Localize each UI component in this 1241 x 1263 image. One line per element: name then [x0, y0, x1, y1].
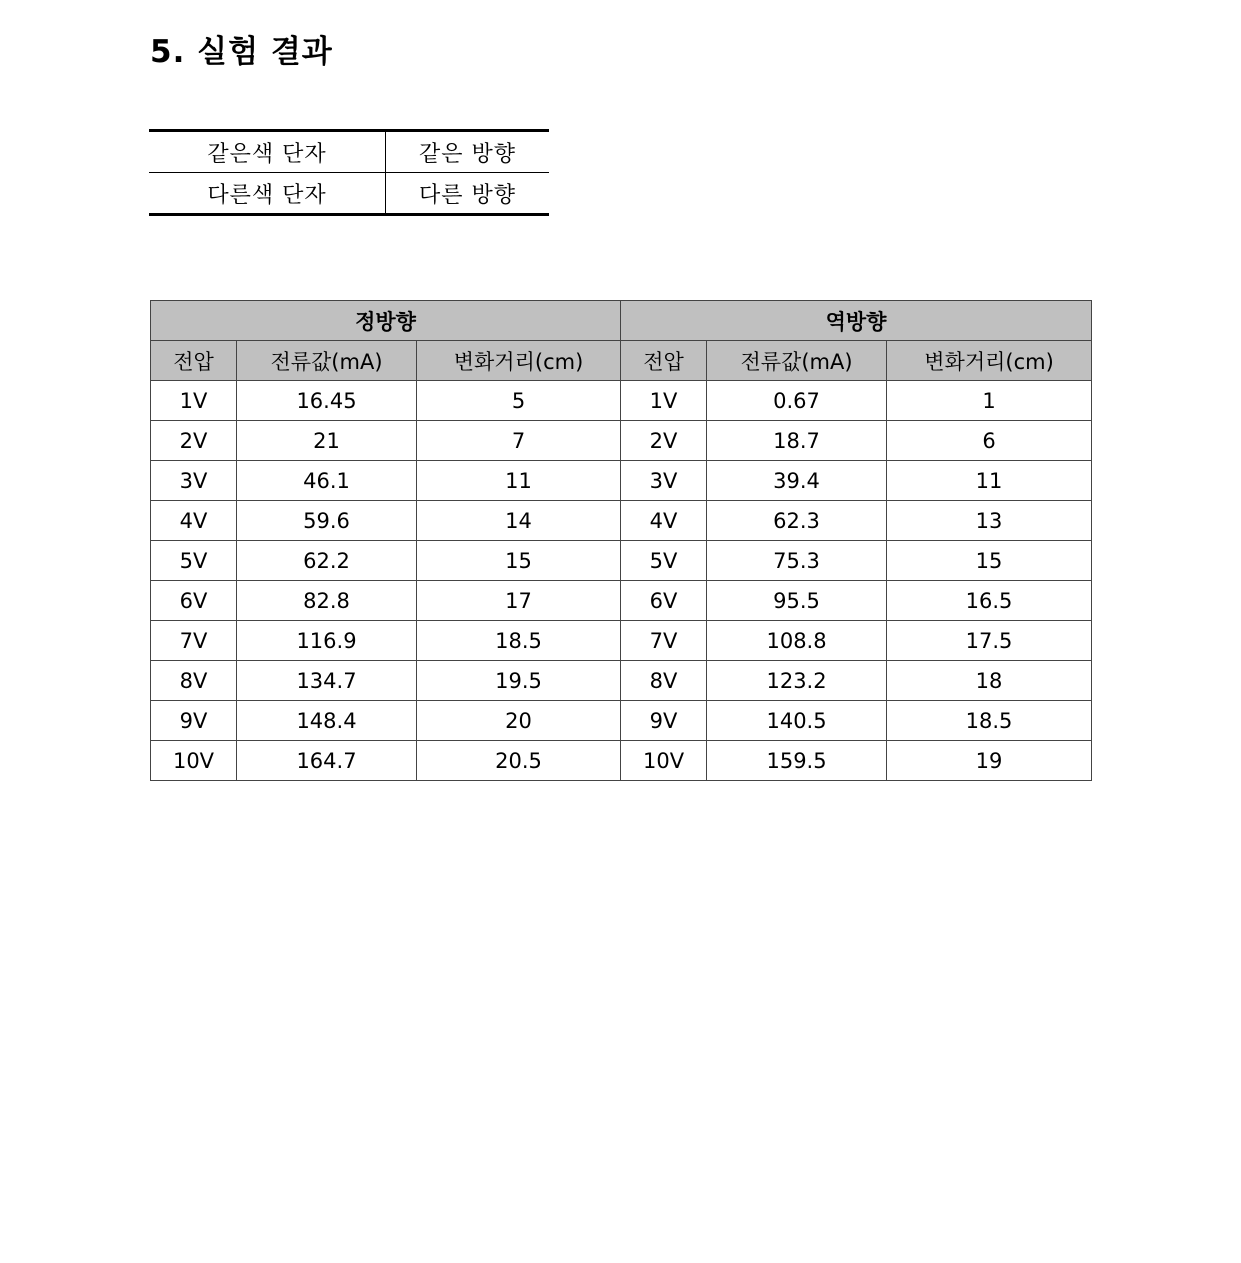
table-cell: 95.5 [707, 581, 887, 621]
table-row [151, 541, 1092, 581]
column-header: 변화거리(cm) [417, 341, 621, 381]
table-cell: 2V [621, 421, 707, 461]
table-cell: 20.5 [417, 741, 621, 781]
table-cell: 5V [151, 541, 237, 581]
table-cell: 16.45 [237, 381, 417, 421]
column-header: 변화거리(cm) [887, 341, 1092, 381]
table-cell: 1V [151, 381, 237, 421]
table-cell: 7V [621, 621, 707, 661]
table-cell: 5 [417, 381, 621, 421]
table-cell: 7V [151, 621, 237, 661]
table-cell: 18.5 [887, 701, 1092, 741]
column-header: 전류값(mA) [707, 341, 887, 381]
table-cell: 1V [621, 381, 707, 421]
group-header-reverse: 역방향 [621, 301, 1092, 341]
table-cell: 134.7 [237, 661, 417, 701]
terminal-direction-legend [149, 129, 549, 216]
legend-row [149, 131, 549, 173]
column-header-row [151, 341, 1092, 381]
table-cell: 9V [151, 701, 237, 741]
table-cell: 3V [151, 461, 237, 501]
table-cell: 4V [621, 501, 707, 541]
table-row [151, 741, 1092, 781]
table-row [151, 501, 1092, 541]
table-cell: 16.5 [887, 581, 1092, 621]
results-table [150, 300, 1092, 781]
table-row [151, 381, 1092, 421]
table-cell: 59.6 [237, 501, 417, 541]
table-cell: 6 [887, 421, 1092, 461]
table-cell: 10V [621, 741, 707, 781]
table-cell: 17 [417, 581, 621, 621]
table-cell: 21 [237, 421, 417, 461]
table-cell: 14 [417, 501, 621, 541]
table-cell: 17.5 [887, 621, 1092, 661]
table-cell: 20 [417, 701, 621, 741]
table-cell: 62.3 [707, 501, 887, 541]
table-cell: 13 [887, 501, 1092, 541]
table-cell: 18.5 [417, 621, 621, 661]
legend-row [149, 173, 549, 215]
table-cell: 123.2 [707, 661, 887, 701]
table-row [151, 701, 1092, 741]
table-cell: 108.8 [707, 621, 887, 661]
column-header: 전압 [621, 341, 707, 381]
table-row [151, 661, 1092, 701]
table-cell: 39.4 [707, 461, 887, 501]
column-header: 전압 [151, 341, 237, 381]
table-cell: 18.7 [707, 421, 887, 461]
table-cell: 10V [151, 741, 237, 781]
table-cell: 15 [417, 541, 621, 581]
table-cell: 9V [621, 701, 707, 741]
table-cell: 6V [621, 581, 707, 621]
table-cell: 116.9 [237, 621, 417, 661]
table-cell: 11 [417, 461, 621, 501]
table-cell: 8V [621, 661, 707, 701]
legend-terminal: 다른색 단자 [149, 173, 386, 215]
table-cell: 11 [887, 461, 1092, 501]
table-cell: 8V [151, 661, 237, 701]
table-cell: 46.1 [237, 461, 417, 501]
table-cell: 6V [151, 581, 237, 621]
table-cell: 5V [621, 541, 707, 581]
table-cell: 75.3 [707, 541, 887, 581]
group-header-row [151, 301, 1092, 341]
table-cell: 2V [151, 421, 237, 461]
table-cell: 82.8 [237, 581, 417, 621]
legend-terminal: 같은색 단자 [149, 131, 386, 173]
table-cell: 4V [151, 501, 237, 541]
legend-direction: 같은 방향 [418, 141, 516, 167]
column-header: 전류값(mA) [237, 341, 417, 381]
table-row [151, 461, 1092, 501]
table-cell: 140.5 [707, 701, 887, 741]
results-body [151, 381, 1092, 781]
table-cell: 19.5 [417, 661, 621, 701]
table-cell: 0.67 [707, 381, 887, 421]
table-row [151, 581, 1092, 621]
table-cell: 15 [887, 541, 1092, 581]
table-cell: 1 [887, 381, 1092, 421]
table-cell: 159.5 [707, 741, 887, 781]
table-cell: 18 [887, 661, 1092, 701]
section-title: 5. 실험 결과 [150, 34, 333, 70]
table-cell: 7 [417, 421, 621, 461]
table-row [151, 621, 1092, 661]
legend-direction: 다른 방향 [386, 173, 550, 215]
table-cell: 148.4 [237, 701, 417, 741]
table-cell: 19 [887, 741, 1092, 781]
table-cell: 3V [621, 461, 707, 501]
table-cell: 62.2 [237, 541, 417, 581]
table-row [151, 421, 1092, 461]
group-header-forward: 정방향 [151, 301, 621, 341]
table-cell: 164.7 [237, 741, 417, 781]
